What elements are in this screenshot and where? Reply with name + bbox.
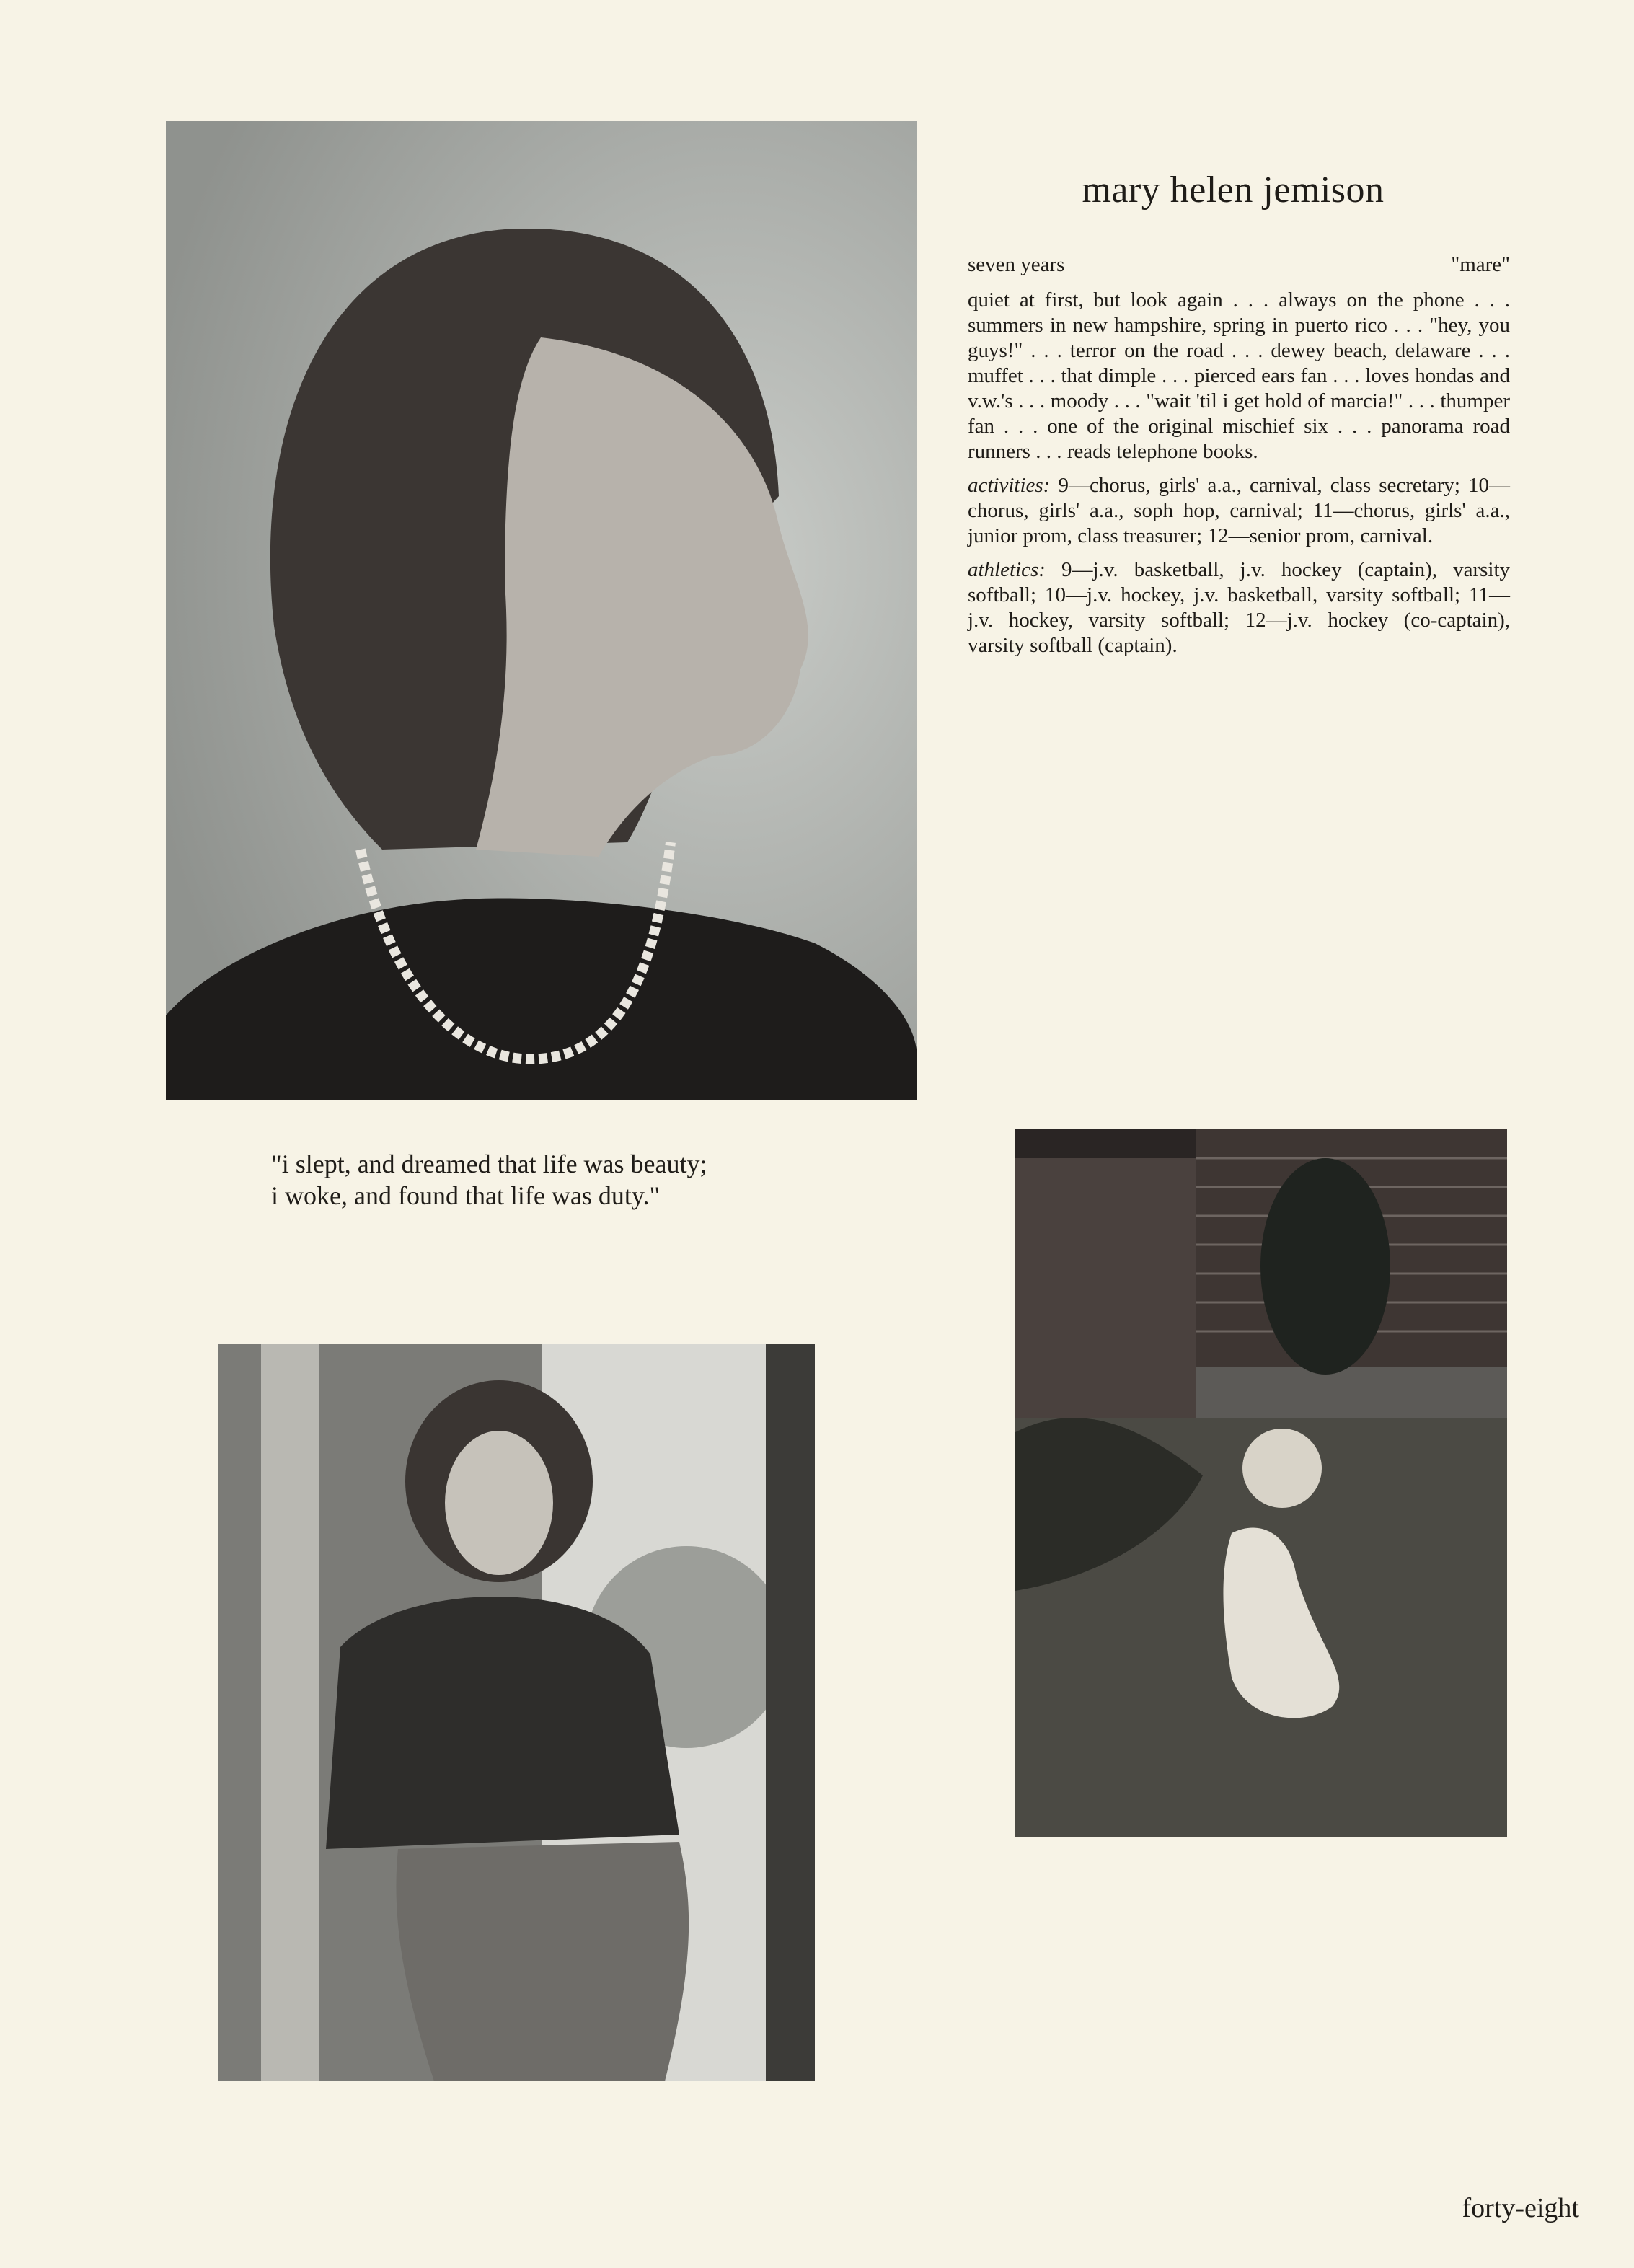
years-nickname-row xyxy=(968,252,1510,278)
student-name-heading: mary helen jemison xyxy=(1082,169,1385,211)
senior-portrait-photo xyxy=(166,121,917,1100)
bio-text-block xyxy=(968,252,1510,667)
quote-line-2: i woke, and found that life was duty." xyxy=(271,1181,661,1210)
nickname: "mare" xyxy=(1451,253,1510,276)
years-attended: seven years xyxy=(968,253,1065,276)
athletics-label: athletics: xyxy=(968,558,1046,581)
senior-quote xyxy=(271,1148,819,1212)
athletics-paragraph xyxy=(968,557,1510,658)
activities-label: activities: xyxy=(968,474,1051,497)
activities-paragraph xyxy=(968,473,1510,549)
bio-description: quiet at first, but look again . . . always on the phone . . . summers in new hampshire, spring in puerto rico . . . "hey, you guys!" . . . terror on the road . . . dewey beach, delaware . . . muffet . . . that dimple . . . pierced ears fan . . . loves hondas and v.w.'s . . . moody . . . "wait 'til i get hold of marcia!" . . . thumper fan . . . one of the original mischief six . . . panorama road runners . . . reads telephone books. xyxy=(968,288,1510,463)
childhood-photo xyxy=(1015,1129,1507,1837)
page-number: forty-eight xyxy=(1462,2193,1579,2223)
candid-window-photo xyxy=(218,1344,815,2081)
quote-line-1: "i slept, and dreamed that life was beauty; xyxy=(271,1150,707,1178)
activities-text: 9—chorus, girls' a.a., carnival, class secretary; 10—chorus, girls' a.a., soph hop, carnival; 11—chorus, girls' a.a., junior prom, class treasurer; 12—senior prom, carnival. xyxy=(968,474,1510,547)
athletics-text: 9—j.v. basketball, j.v. hockey (captain), varsity softball; 10—j.v. hockey, j.v. basketball, varsity softball; 11—j.v. hockey, varsity softball; 12—j.v. hockey (co-captain), varsity softball (captain). xyxy=(968,558,1510,657)
